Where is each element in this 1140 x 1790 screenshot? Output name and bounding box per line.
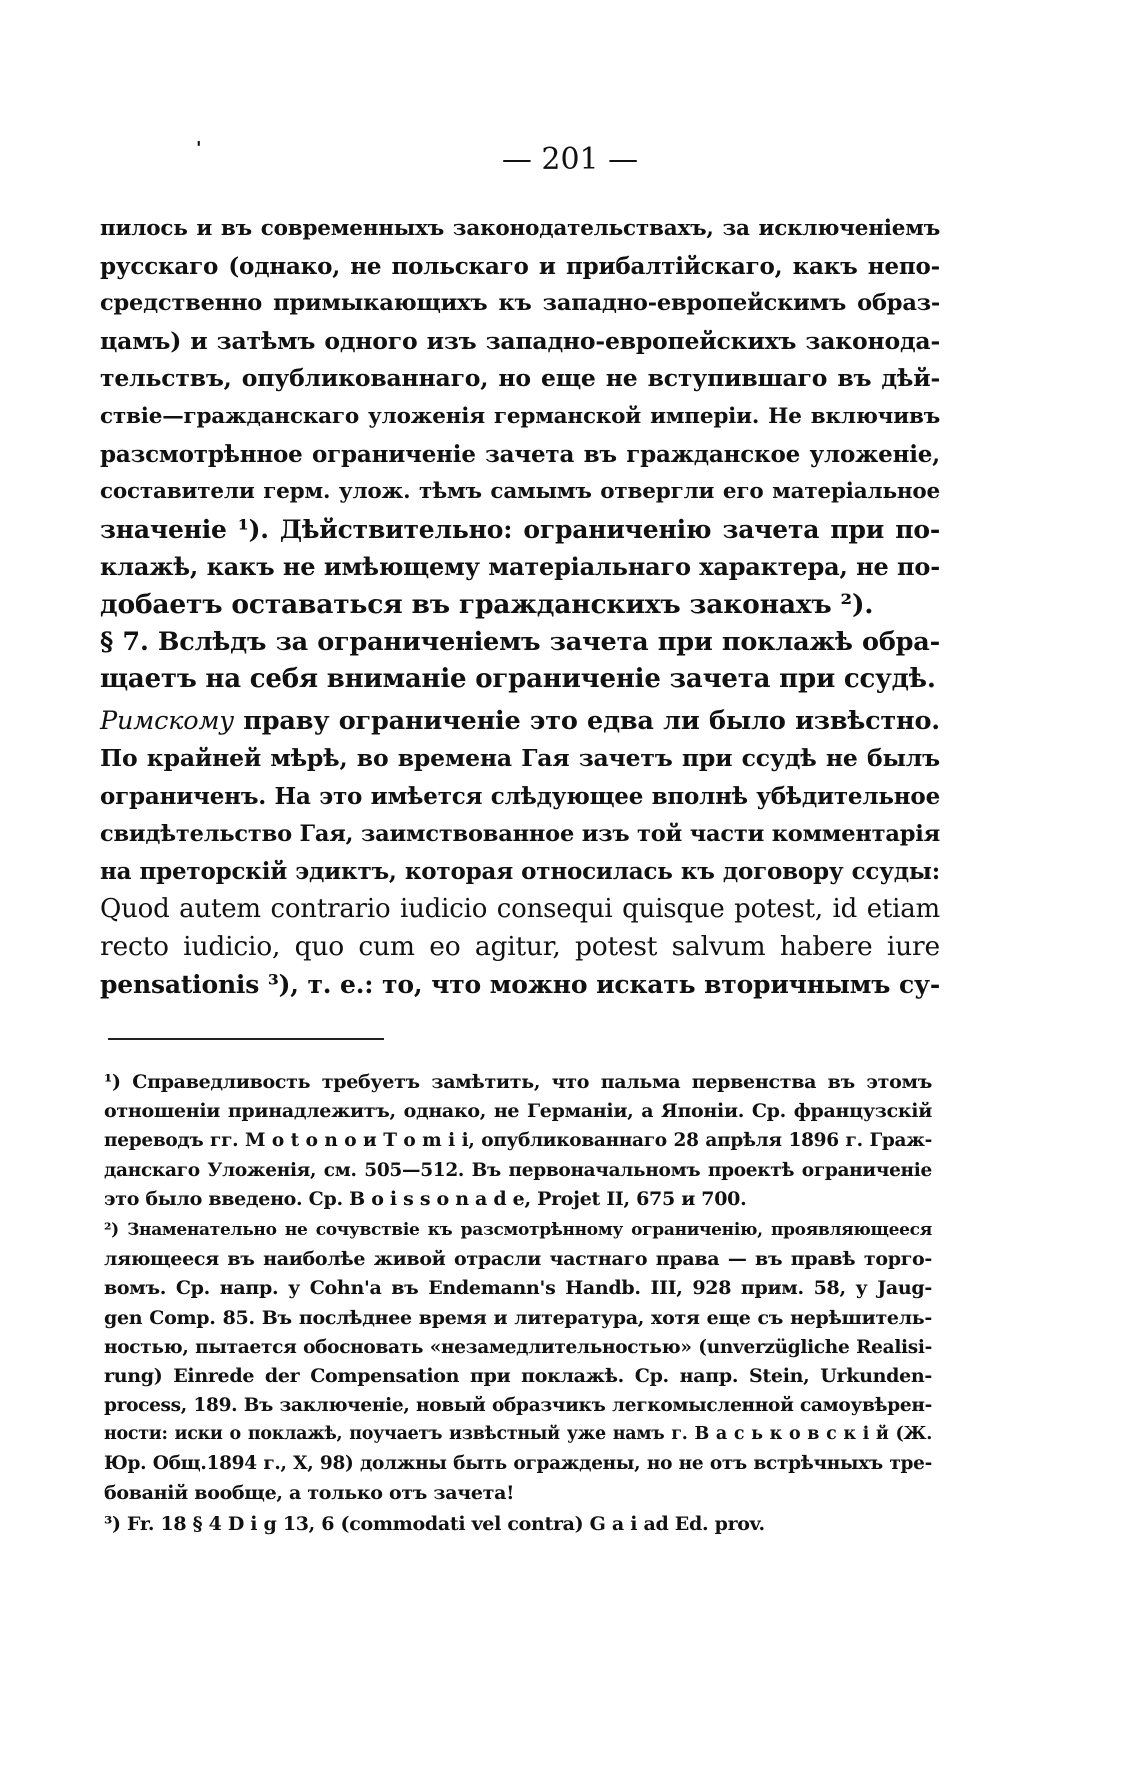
section-heading-line: § 7. Вслѣдъ за ограниченіемъ зачета при поклажѣ обра- (100, 626, 940, 657)
footnote-line: отношеніи принадлежитъ, однако, не Германіи, а Японіи. Ср. французскій (104, 1100, 932, 1123)
stray-mark: ' (196, 138, 202, 159)
text-line: разсмотрѣнное ограниченіе зачета въ гражданское уложеніе, (100, 440, 940, 468)
italic-lead-word: Римскому (100, 705, 234, 736)
text-line: пилось и въ современныхъ законодательствахъ, за исключеніемъ (100, 216, 940, 241)
main-text (100, 210, 940, 1003)
text-line: ствіе—гражданскаго уложенія германской имперіи. Не включивъ (100, 403, 940, 429)
footnote-line: rung) Einrede der Compensation при поклажѣ. Ср. напр. Stein, Urkunden- (104, 1364, 932, 1387)
text-line: составители герм. улож. тѣмъ самымъ отвергли его матеріальное (100, 479, 940, 505)
text-line: средственно примыкающихъ къ западно-европейскимъ образ- (100, 290, 940, 317)
text-line: цамъ) и затѣмъ одного изъ западно-европейскихъ законода- (100, 326, 940, 355)
text-line: значеніе ¹). Дѣйствительно: ограниченію зачета при по- (100, 514, 940, 544)
footnote-line: ²) Знаменательно не сочувствіе къ разсмотрѣнному ограниченію, проявляющееся (104, 1219, 932, 1240)
latin-quote-line: Quod autem contrario iudicio consequi quisque potest, id etiam (100, 893, 940, 924)
footnote-line: Юр. Общ.1894 г., X, 98) должны быть ограждены, но не отъ встрѣчныхъ тре- (104, 1453, 932, 1475)
latin-quote-line: recto iudicio, quo cum eo agitur, potest salvum habere iure (100, 931, 940, 963)
footnote-line: переводъ гг. M o t o n o и T o m i i, опубликованнаго 28 апрѣля 1896 г. Граж- (104, 1130, 932, 1152)
footnote-line: бованій вообще, а только отъ зачета! (104, 1481, 515, 1504)
footnote-line: process, 189. Въ заключеніе, новый образчикъ легкомысленной самоувѣрен- (104, 1395, 932, 1417)
first-line-rest: праву ограниченіе это едва ли было извѣстно. (233, 705, 940, 736)
footnote-line: ляющееся въ наиболѣе живой отрасли частнаго права — въ правѣ торго- (104, 1248, 932, 1271)
text-line: свидѣтельство Гая, заимствованное изъ той части комментарія (100, 820, 941, 847)
footnotes (104, 1068, 932, 1539)
footnote-line: вомъ. Ср. напр. у Cohn'a въ Endemann's Handb. III, 928 прим. 58, у Jaug- (104, 1277, 932, 1300)
page-number: — 201 — (501, 142, 639, 177)
footnote-line: это было введено. Ср. B o i s s o n a d e, Projet II, 675 и 700. (104, 1187, 747, 1210)
text-line: щаетъ на себя вниманіе ограниченіе зачета при ссудѣ. (100, 664, 936, 695)
footnote-line: ¹) Справедливость требуетъ замѣтить, что пальма первенства въ этомъ (104, 1071, 932, 1093)
text-line: на преторскій эдиктъ, которая относилась къ договору ссуды: (100, 858, 940, 886)
footnote-line: ностью, пытается обосновать «незамедлительностью» (unverzügliche Realisi- (104, 1336, 932, 1358)
footnote-line: данскаго Уложенія, см. 505—512. Въ первоначальномъ проектѣ ограниченіе (104, 1159, 932, 1181)
text-line: добаетъ оставаться въ гражданскихъ законахъ ²). (100, 588, 874, 620)
text-line: ограниченъ. На это имѣется слѣдующее вполнѣ убѣдительное (100, 782, 940, 810)
footnote-line: ности: иски о поклажѣ, поучаетъ извѣстный уже намъ г. В а с ь к о в с к і й (Ж. (104, 1424, 932, 1445)
text-line: pensationis ³), т. е.: то, что можно искать вторичнымъ су- (100, 969, 940, 999)
text-line: По крайней мѣрѣ, во времена Гая зачетъ при ссудѣ не былъ (100, 744, 940, 773)
text-line: тельствъ, опубликованнаго, но еще не вступившаго въ дѣй- (100, 364, 940, 393)
text-line: клажѣ, какъ не имѣющему матеріальнаго характера, не по- (100, 552, 940, 582)
footnote-divider (108, 1038, 384, 1040)
footnote-line: gen Comp. 85. Въ послѣднее время и литература, хотя еще съ нерѣшитель- (104, 1306, 932, 1329)
footnote-line: ³) Fr. 18 § 4 D i g 13, 6 (commodati vel contra) G a i ad Ed. prov. (104, 1512, 765, 1535)
text-line: русскаго (однако, не польскаго и прибалтійскаго, какъ непо- (100, 252, 940, 280)
paragraph-first-line (100, 703, 940, 741)
